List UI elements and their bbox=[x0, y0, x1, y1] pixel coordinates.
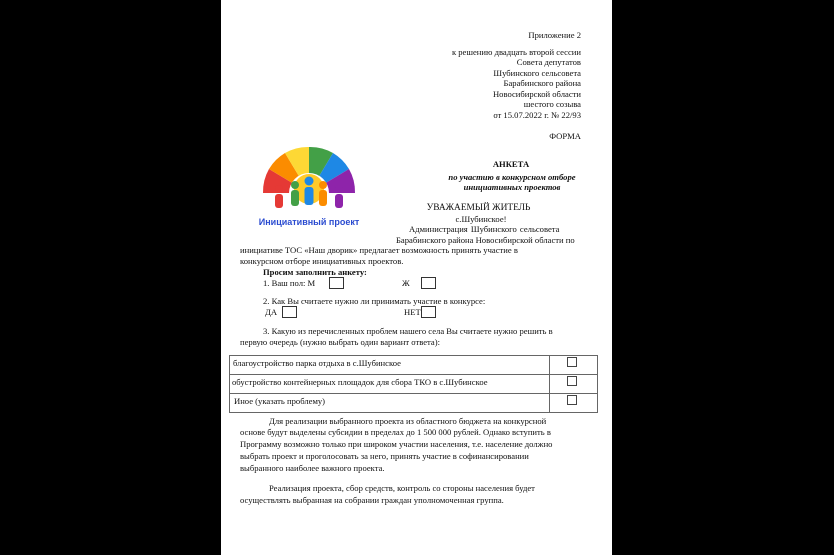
decision-line-1: к решению двадцать второй сессии bbox=[451, 47, 581, 57]
logo-caption: Инициативный проект bbox=[258, 217, 360, 227]
decision-line-6: шестого созыва bbox=[523, 99, 581, 109]
intro-text-1: Администрация Шубинского сельсовета bbox=[409, 224, 560, 234]
answer-no-label: НЕТ bbox=[404, 307, 421, 317]
implementation-paragraph-line-1: Реализация проекта, сбор средств, контроль со стороны населения будет bbox=[269, 483, 535, 493]
option-other: Иное (указать проблему) bbox=[234, 396, 326, 406]
decision-line-3: Шубинского сельсовета bbox=[493, 68, 581, 78]
option-park: благоустройство парка отдыха в с.Шубинское bbox=[233, 358, 401, 368]
decision-line-2: Совета депутатов bbox=[516, 57, 581, 67]
survey-subtitle-1: по участию в конкурсном отборе bbox=[448, 172, 576, 182]
gender-male-box[interactable] bbox=[329, 277, 344, 289]
answer-yes-box[interactable] bbox=[282, 306, 297, 318]
funding-paragraph-line-5: выбранного наиболее важного проекта. bbox=[240, 463, 385, 473]
survey-intro: Просим заполнить анкету: bbox=[263, 267, 367, 277]
answer-yes-label: ДА bbox=[265, 307, 278, 317]
funding-paragraph-line-4: выбрать проект и проголосовать за него, принять участие в софинансировании bbox=[240, 451, 529, 461]
decision-line-4: Барабинского района bbox=[503, 78, 581, 88]
intro-text-4: конкурсном отборе инициативных проектов. bbox=[240, 256, 404, 266]
option-containers-checkbox[interactable] bbox=[567, 376, 577, 386]
form-label: ФОРМА bbox=[549, 131, 581, 141]
appendix-label: Приложение 2 bbox=[528, 30, 581, 40]
survey-subtitle-2: инициативных проектов bbox=[463, 182, 561, 192]
intro-text-2: Барабинского района Новосибирской области по bbox=[396, 235, 575, 245]
option-other-checkbox[interactable] bbox=[567, 395, 577, 405]
document-page bbox=[221, 0, 612, 555]
option-park-checkbox[interactable] bbox=[567, 357, 577, 367]
decision-line-5: Новосибирской области bbox=[492, 89, 581, 99]
question-3-line-2: первую очередь (нужно выбрать один вариант ответа): bbox=[240, 337, 440, 347]
question-1-label: 1. Ваш пол: М bbox=[263, 278, 316, 288]
greeting-line-1: УВАЖАЕМЫЙ ЖИТЕЛЬ bbox=[426, 203, 531, 213]
decision-line-7: от 15.07.2022 г. № 22/93 bbox=[493, 110, 581, 120]
question-2-label: 2. Как Вы считаете нужно ли принимать участие в конкурсе: bbox=[263, 296, 486, 306]
intro-text-3: инициативе ТОС «Наш дворик» предлагает возможность принять участие в bbox=[240, 245, 518, 255]
gender-female-box[interactable] bbox=[421, 277, 436, 289]
funding-paragraph-line-3: Программу возможно только при широком участии населения, т.е. население должно bbox=[240, 439, 553, 449]
greeting-line-2: с.Шубинское! bbox=[455, 214, 507, 224]
answer-no-box[interactable] bbox=[421, 306, 436, 318]
funding-paragraph-line-1: Для реализации выбранного проекта из областного бюджета на конкурсной bbox=[269, 416, 547, 426]
implementation-paragraph-line-2: осуществлять выбранная на собрании граждан уполномоченная группа. bbox=[240, 495, 504, 505]
question-3-line-1: 3. Какую из перечисленных проблем нашего села Вы считаете нужно решить в bbox=[263, 326, 553, 336]
funding-paragraph-line-2: основе будут выделены субсидии в пределах до 1 500 000 рублей. Однако вступить в bbox=[240, 427, 551, 437]
survey-title: АНКЕТА bbox=[492, 159, 530, 169]
gender-female-label: Ж bbox=[402, 278, 410, 288]
option-containers: обустройство контейнерных площадок для сбора ТКО в с.Шубинское bbox=[232, 377, 488, 387]
